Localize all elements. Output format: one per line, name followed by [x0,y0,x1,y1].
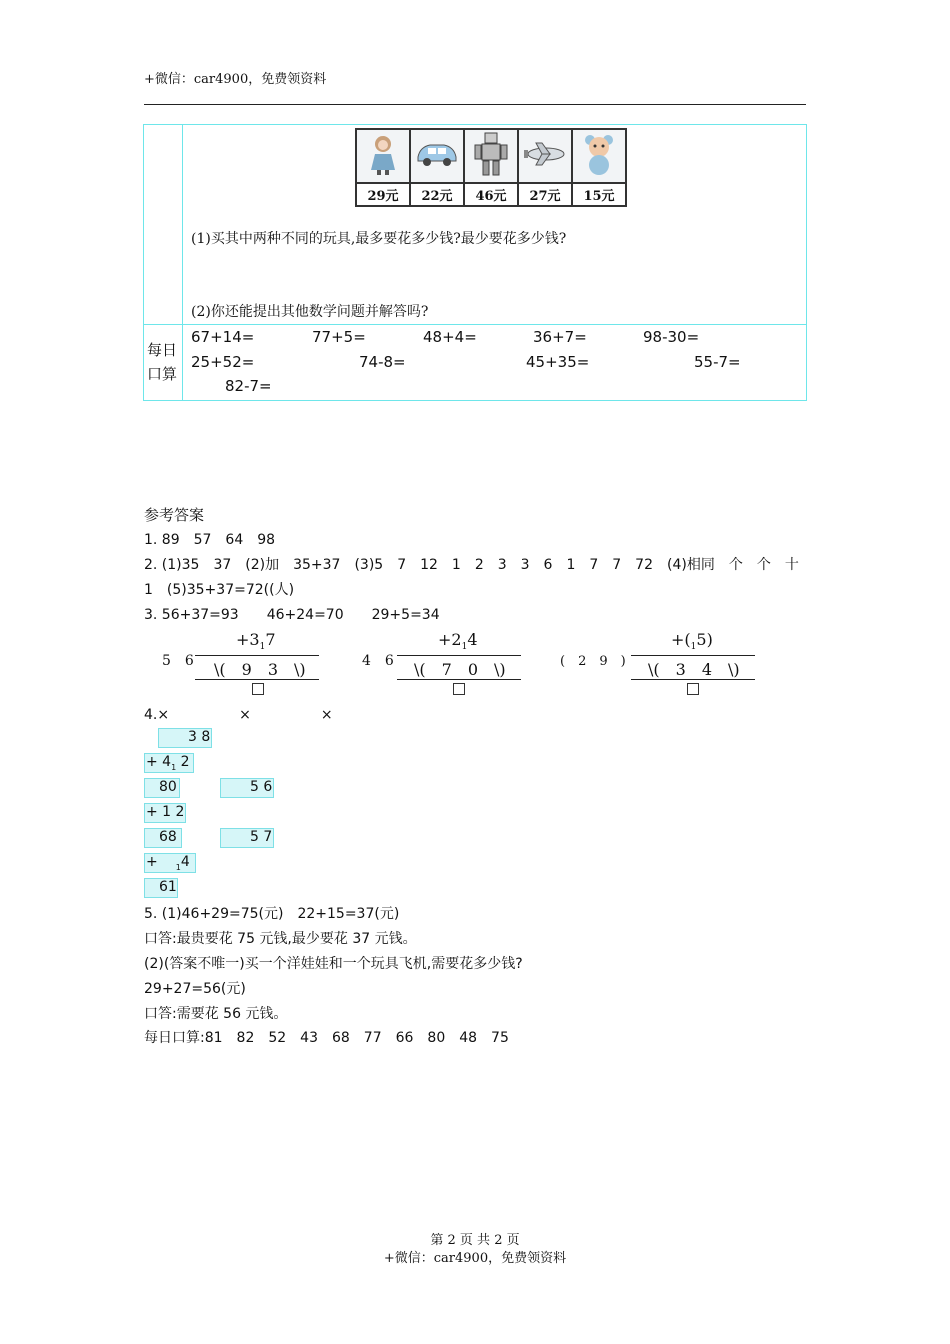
toy-price: 22元 [410,183,464,206]
question-2: (2)你还能提出其他数学问题并解答吗? [191,304,429,320]
calc-line: 68 [159,829,177,845]
vertical-result: \( 7 0 \) [414,660,506,679]
checkbox-icon [252,683,264,695]
toy-price-table [355,128,627,207]
answer-1: 1. 89 57 64 98 [144,532,276,548]
doll-icon [356,129,410,183]
calc-line: 3 8 [188,729,211,745]
daily-item: 67+14= [191,328,255,346]
header-text: +微信：car4900，免费领资料 [144,72,327,87]
vertical-top: $+2_14$ [438,630,478,653]
calc-line: 61 [159,879,177,895]
daily-item: 55-7= [694,353,741,371]
plane-icon [518,129,572,183]
vertical-line [631,679,755,680]
answer-2-line-2: 1 (5)35+37=72((人) [144,582,295,598]
daily-item: 45+35= [526,353,590,371]
calc-line: + $_1$4 [146,854,190,872]
vertical-result: \( 9 3 \) [214,660,306,679]
daily-item: 48+4= [423,328,477,346]
page-number: 第 2 页 共 2 页 [430,1233,520,1248]
daily-label-1: 每日 [147,341,178,359]
answer-5-line-5: 口答:需要花 56 元钱。 [144,1006,288,1022]
toy-price: 27元 [518,183,572,206]
daily-item: 77+5= [312,328,366,346]
vertical-top: $+(_15)$ [671,630,713,653]
answer-3: 3. 56+37=93 46+24=70 29+5=34 [144,607,440,623]
vertical-result: \( 3 4 \) [648,660,740,679]
calc-line: 5 7 [250,829,273,845]
daily-item: 25+52= [191,353,255,371]
checkbox-icon [687,683,699,695]
vertical-left: 4 6 [362,653,394,669]
answers-title: 参考答案 [144,506,205,524]
vertical-line [195,655,319,656]
vertical-line [631,655,755,656]
vertical-line [397,679,521,680]
answer-5-line-2: 口答:最贵要花 75 元钱,最少要花 37 元钱。 [144,931,417,947]
toy-price: 15元 [572,183,626,206]
vertical-left: 5 6 [162,653,194,669]
calc-line: + $4_1$ 2 [146,754,190,772]
answer-2-line-1: 2. (1)35 37 (2)加 35+37 (3)5 7 12 1 2 3 3 6 1 7 7 72 (4)相同 个 个 十 [144,557,799,573]
vertical-line [195,679,319,680]
answer-4: 4.× × × [144,707,333,723]
daily-item: 82-7= [225,377,272,395]
daily-item: 74-8= [359,353,406,371]
bear-icon [572,129,626,183]
daily-item: 98-30= [643,328,700,346]
answer-5-line-4: 29+27=56(元) [144,981,246,997]
daily-label-2: 口算 [147,365,178,383]
toy-price: 29元 [356,183,410,206]
car-icon [410,129,464,183]
calc-line: 80 [159,779,177,795]
toy-price: 46元 [464,183,518,206]
question-1: (1)买其中两种不同的玩具,最多要花多少钱?最少要花多少钱? [191,231,567,247]
checkbox-icon [453,683,465,695]
answer-5-line-1: 5. (1)46+29=75(元) 22+15=37(元) [144,906,400,922]
table-left-cell [144,125,183,325]
vertical-top: $+3_17$ [236,630,276,653]
footer-text: +微信：car4900，免费领资料 [383,1251,567,1266]
calc-line: + 1 2 [146,804,185,820]
header-rule [144,104,806,105]
robot-icon [464,129,518,183]
vertical-line [397,655,521,656]
answer-5-line-3: (2)(答案不唯一)买一个洋娃娃和一个玩具飞机,需要花多少钱? [144,956,523,972]
daily-item: 36+7= [533,328,587,346]
vertical-left: ( 2 9 ) [560,654,626,669]
answer-daily: 每日口算:81 82 52 43 68 77 66 80 48 75 [144,1030,509,1046]
calc-line: 5 6 [250,779,273,795]
